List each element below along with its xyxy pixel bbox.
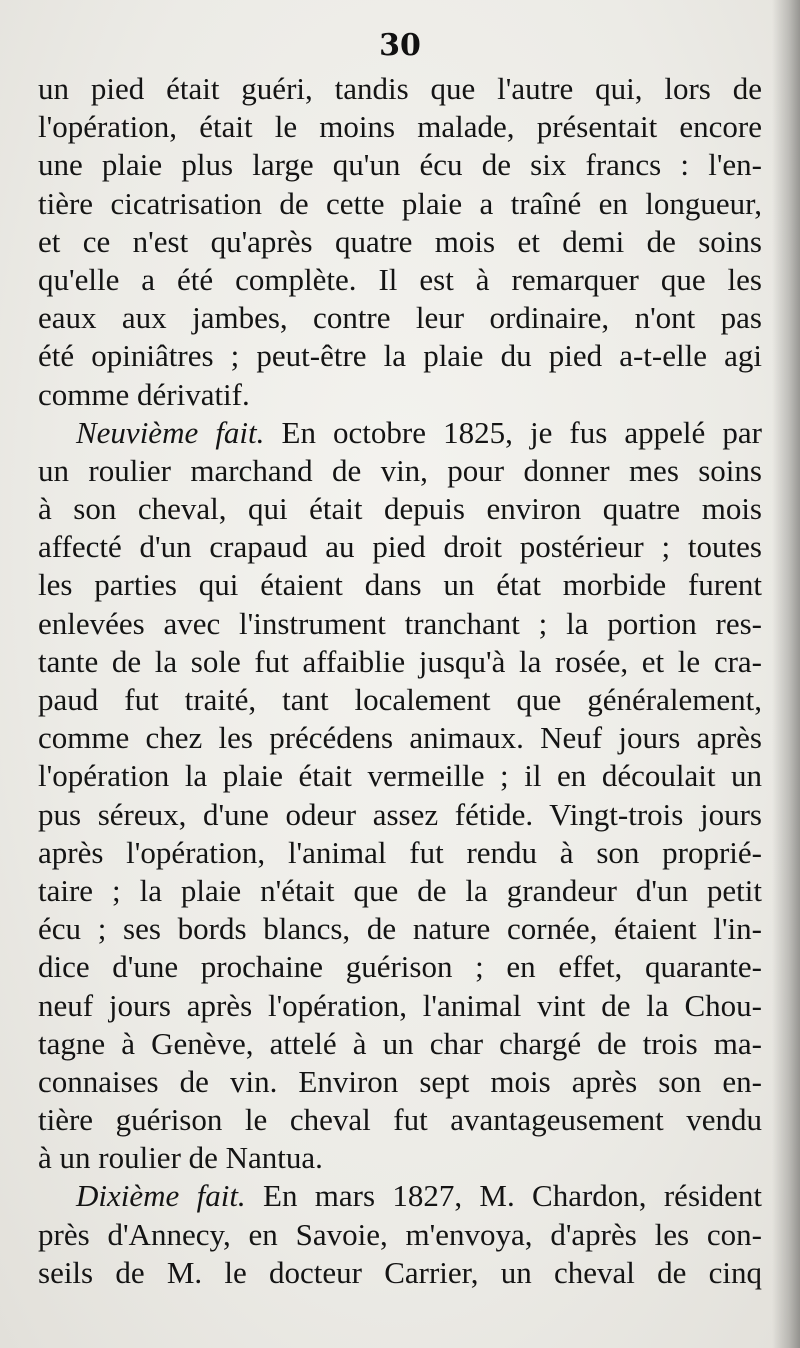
text-segment: comme chez les précédens animaux. Neuf jours après: [38, 720, 762, 756]
text-segment: un roulier marchand de vin, pour donner mes soins: [38, 452, 762, 488]
text-segment: les parties qui étaient dans un état morbide furent: [38, 567, 762, 603]
text-line: [38, 1101, 762, 1139]
text-segment: un pied était guéri, tandis que l'autre qui, lors de: [38, 71, 762, 106]
text-line: [38, 834, 762, 872]
text-segment: l'opération la plaie était vermeille ; il en découlait un: [38, 758, 762, 794]
text-segment: qu'elle a été complète. Il est à remarquer que les: [38, 261, 762, 297]
section-heading: Neuvième fait.: [76, 414, 265, 450]
text-segment: comme dérivatif.: [38, 376, 250, 412]
text-segment: été opiniâtres ; peut-être la plaie du pied a-t-elle agi: [38, 338, 762, 374]
text-line: [38, 146, 762, 184]
text-line: [38, 1139, 762, 1177]
text-line: [38, 299, 762, 337]
text-line: [38, 528, 762, 566]
text-segment: tière guérison le cheval fut avantageusement vendu: [38, 1102, 762, 1138]
page-number: 30: [379, 28, 421, 63]
text-segment: près d'Annecy, en Savoie, m'envoya, d'après les con-: [38, 1216, 762, 1252]
text-line: [38, 185, 762, 223]
paragraph: [38, 1177, 762, 1292]
text-line: [38, 605, 762, 643]
text-line: [38, 490, 762, 528]
text-line: [38, 757, 762, 795]
text-segment: paud fut traité, tant localement que généralement,: [38, 682, 762, 717]
text-segment: et ce n'est qu'après quatre mois et demi de soins: [38, 223, 762, 259]
text-segment: En mars 1827, M. Chardon, résident: [245, 1178, 762, 1214]
text-line: [38, 796, 762, 834]
text-line: [38, 910, 762, 948]
text-line: [38, 376, 762, 414]
text-line: [38, 1177, 762, 1215]
text-line: [38, 452, 762, 490]
text-segment: à un roulier de Nantua.: [38, 1140, 323, 1176]
text-segment: taire ; la plaie n'était que de la grandeur d'un petit: [38, 872, 762, 908]
text-segment: une plaie plus large qu'un écu de six francs : l'en-: [38, 147, 762, 183]
text-segment: l'opération, était le moins malade, présentait encore: [38, 109, 762, 145]
text-segment: pus séreux, d'une odeur assez fétide. Vingt-trois jours: [38, 796, 762, 832]
text-segment: tagne à Genève, attelé à un char chargé de trois ma-: [38, 1025, 762, 1061]
text-line: [38, 872, 762, 910]
text-line: [38, 414, 762, 452]
text-segment: connaises de vin. Environ sept mois après son en-: [38, 1063, 762, 1099]
paragraph: [38, 70, 762, 414]
text-segment: à son cheval, qui était depuis environ quatre mois: [38, 491, 762, 527]
text-segment: dice d'une prochaine guérison ; en effet, quarante-: [38, 949, 762, 985]
text-segment: écu ; ses bords blancs, de nature cornée, étaient l'in-: [38, 911, 762, 947]
section-heading: Dixième fait.: [76, 1178, 246, 1214]
text-segment: seils de M. le docteur Carrier, un cheval de cinq: [38, 1254, 762, 1290]
text-segment: affecté d'un crapaud au pied droit postérieur ; toutes: [38, 529, 762, 565]
text-line: [38, 337, 762, 375]
text-segment: En octobre 1825, je fus appelé par: [264, 414, 762, 450]
text-line: [38, 948, 762, 986]
text-segment: enlevées avec l'instrument tranchant ; la portion res-: [38, 605, 762, 641]
text-segment: après l'opération, l'animal fut rendu à son proprié-: [38, 834, 762, 870]
text-line: [38, 719, 762, 757]
text-line: [38, 566, 762, 604]
text-line: [38, 108, 762, 146]
text-line: [38, 223, 762, 261]
text-line: [38, 1025, 762, 1063]
text-line: [38, 1216, 762, 1254]
paragraph: [38, 414, 762, 1178]
text-line: [38, 643, 762, 681]
text-line: [38, 1063, 762, 1101]
text-segment: tière cicatrisation de cette plaie a traîné en longueur,: [38, 185, 762, 221]
text-segment: tante de la sole fut affaiblie jusqu'à la rosée, et le cra-: [38, 643, 762, 679]
body-text: [38, 70, 762, 1292]
text-line: [38, 681, 762, 719]
text-segment: eaux aux jambes, contre leur ordinaire, n'ont pas: [38, 300, 762, 336]
text-line: [38, 987, 762, 1025]
text-line: [38, 70, 762, 108]
text-segment: neuf jours après l'opération, l'animal vint de la Chou-: [38, 987, 762, 1023]
text-line: [38, 1254, 762, 1292]
text-line: [38, 261, 762, 299]
